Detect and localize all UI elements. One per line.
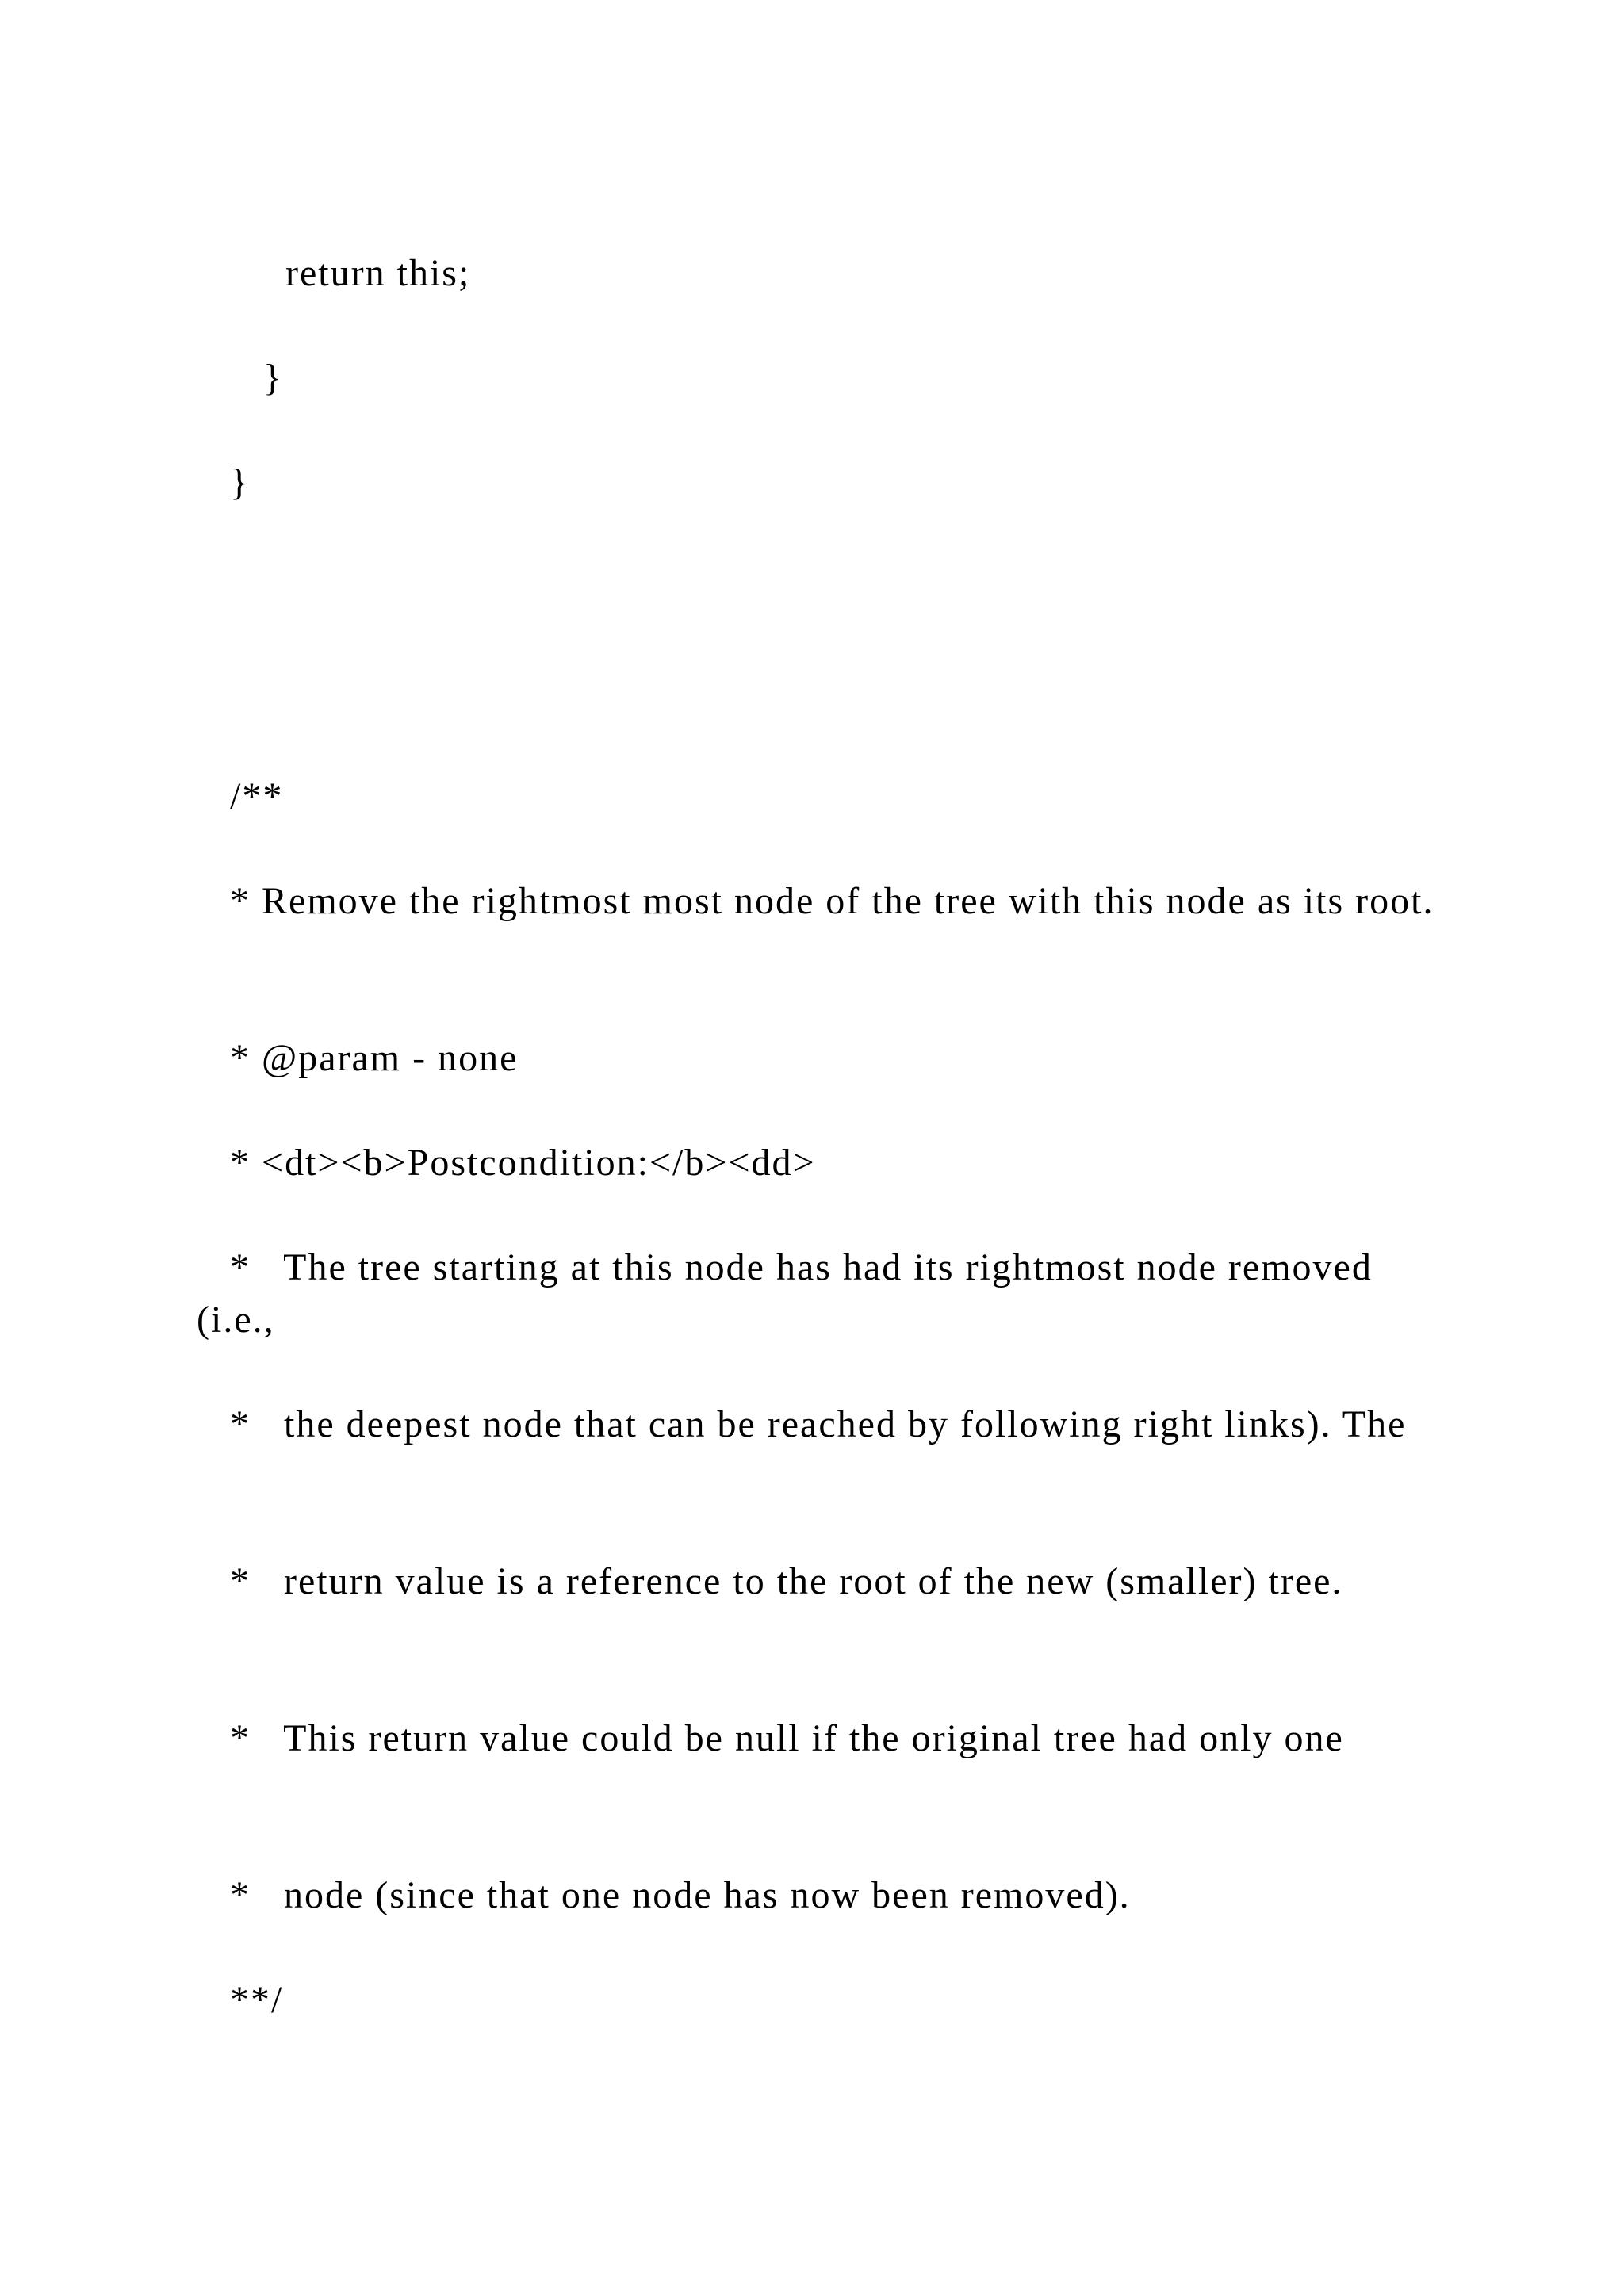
code-line-outer-brace: } bbox=[197, 461, 251, 503]
comment-param: * @param - none bbox=[197, 1037, 519, 1079]
comment-postcondition-tag: * <dt><b>Postcondition:</b><dd> bbox=[197, 1142, 816, 1184]
comment-description: * Remove the rightmost most node of the tree with this node as its root. bbox=[197, 880, 1434, 922]
comment-close: **/ bbox=[197, 1979, 284, 2021]
comment-postcondition-line-3: * return value is a reference to the root of the new (smaller) tree. bbox=[197, 1560, 1343, 1602]
comment-postcondition-line-2: * the deepest node that can be reached by following right links). The bbox=[197, 1403, 1407, 1445]
comment-postcondition-line-4: * This return value could be null if the original tree had only one bbox=[197, 1717, 1344, 1759]
code-line-return: return this; bbox=[197, 252, 471, 294]
comment-postcondition-line-1: * The tree starting at this node has had its rightmost node removed (i.e., bbox=[197, 1246, 1384, 1341]
code-line-inner-brace: } bbox=[197, 357, 284, 399]
comment-open: /** bbox=[197, 775, 284, 817]
comment-postcondition-line-5: * node (since that one node has now been removed). bbox=[197, 1874, 1131, 1916]
